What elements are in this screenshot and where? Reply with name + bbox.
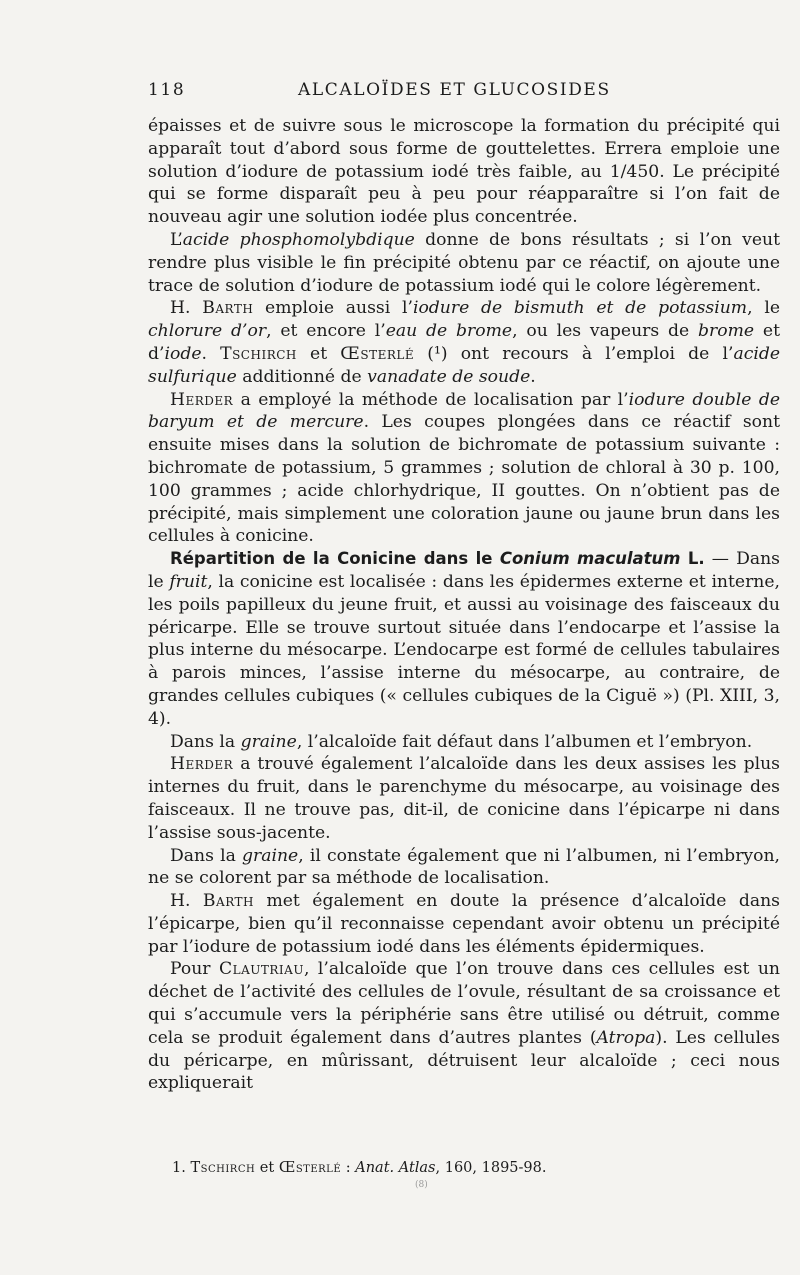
author-name: Tschirch [220, 343, 297, 364]
author-name: Herder [170, 389, 234, 410]
paragraph: Dans la graine, l’alcaloïde fait défaut dans l’albumen et l’embryon. [170, 731, 753, 752]
running-title: ALCALOÏDES ET GLUCOSIDES [298, 80, 611, 100]
paragraph: Herder a employé la méthode de localisation par l’iodure double de baryum et de mercure. Les coupes plongées dans ce réactif sont ensuite mises dans la solution de bichromate de potassium suivante : bichromate de potassium, 5 grammes ; solution de chloral à 30 p. 100, 100 grammes ; acide chlorhydrique, II gouttes. On n’obtient pas de précipité, mais simplement une coloration jaune ou jaune brun dans les cellules à conicine. [148, 389, 780, 547]
page-number: 118 [148, 80, 186, 100]
author-name: Herder [170, 754, 234, 775]
section-heading: Répartition de la Conicine dans le Conium maculatum L. [170, 549, 705, 569]
paragraph: L’acide phosphomolybdique donne de bons résultats ; si l’on veut rendre plus visible le fin précipité obtenu par ce réactif, on ajoute une trace de solution d’iodure de potassium iodé qui le colore légèrement. [148, 229, 781, 296]
paragraph: Pour Clautriau, l’alcaloïde que l’on trouve dans ces cellules est un déchet de l’activité des cellules de l’ovule, résultant de sa croissance et qui s’accumule vers la périphérie sans être utilisé ou détruit, comme cela se produit également dans d’autres plantes (Atropa). Les cellules du péricarpe, en mûrissant, détruisent leur alcaloïde ; ceci nous expliquerait [148, 959, 781, 1094]
paragraph: H. Barth emploie aussi l’iodure de bismuth et de potassium, le chlorure d’or, et encore l’eau de brome, ou les vapeurs de brome et d’iode. Tschirch et Œsterlé (¹) ont recours à l’emploi de l’acide sulfurique additionné de vanadate de soude. [148, 298, 780, 387]
footnote: 1. Tschirch et Œsterlé : Anat. Atlas, 160, 1895-98. [172, 1160, 547, 1176]
paragraph: H. Barth met également en doute la présence d’alcaloïde dans l’épicarpe, bien qu’il reconnaisse cependant avoir obtenu un précipité par l’iodure de potassium iodé dans les éléments épidermiques. [148, 891, 780, 957]
section-paragraph: Répartition de la Conicine dans le Conium maculatum L. — Dans le fruit, la conicine est localisée : dans les épidermes externe et interne, les poils papilleux du jeune fruit, et aussi au voisinage des faisceaux du péricarpe. Elle se trouve surtout située dans l’endocarpe et l’assise la plus interne du mésocarpe. L’endocarpe est formé de cellules tabulaires à parois minces, l’assise interne du mésocarpe, au contraire, de grandes cellules cubiques (« cellules cubiques de la Ciguë ») (Pl. XIII, 3, 4). [148, 549, 781, 729]
author-name: Clautriau [218, 959, 304, 980]
page-body [148, 115, 780, 1095]
author-name: Œsterlé [340, 343, 415, 364]
author-name: Barth [202, 891, 254, 912]
paragraph: Herder a trouvé également l’alcaloïde dans les deux assises les plus internes du fruit, dans le parenchyme du mésocarpe, au voisinage des faisceaux. Il ne trouve pas, dit-il, de conicine dans l’épicarpe ni dans l’assise sous-jacente. [148, 754, 780, 843]
author-name: Barth [202, 298, 254, 319]
page-tail-mark: (8) [415, 1180, 428, 1190]
paragraph: épaisses et de suivre sous le microscope la formation du précipité qui apparaît tout d’abord sous forme de gouttelettes. Errera emploie une solution d’iodure de potassium iodé très faible, au 1/450. Le précipité qui se forme disparaît peu à peu pour réapparaître si l’on fait de nouveau agir une solution iodée plus concentrée. [148, 116, 780, 228]
paragraph: Dans la graine, il constate également que ni l’albumen, ni l’embryon, ne se colorent par sa méthode de localisation. [148, 845, 780, 889]
footnote-reference: (¹) ont recours à l’emploi de l’ [414, 343, 734, 364]
